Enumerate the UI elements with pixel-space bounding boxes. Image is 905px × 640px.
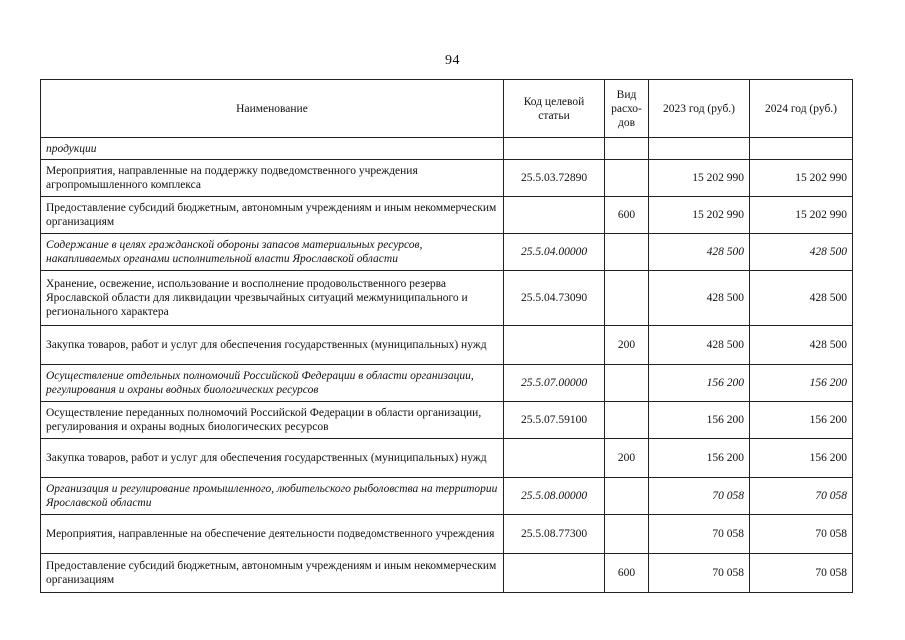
- row-name: Хранение, освежение, использование и восполнение продовольственного резерва Ярославской области для ликвидации чрезвычайных ситуаций межмуниципального и регионального характера: [41, 271, 504, 326]
- table-row: [41, 234, 853, 271]
- row-amount-2024: [750, 138, 853, 160]
- row-code: 25.5.04.73090: [504, 271, 605, 326]
- table-row: [41, 439, 853, 478]
- row-amount-2024: 428 500: [750, 271, 853, 326]
- row-amount-2024: 70 058: [750, 478, 853, 515]
- row-code: 25.5.08.77300: [504, 515, 605, 554]
- row-name: Содержание в целях гражданской обороны запасов материальных ресурсов, накапливаемых органами исполнительной власти Ярославской области: [41, 234, 504, 271]
- row-code: 25.5.07.59100: [504, 402, 605, 439]
- row-code: 25.5.03.72890: [504, 160, 605, 197]
- page-number: 94: [445, 53, 460, 68]
- row-name: Предоставление субсидий бюджетным, автономным учреждениям и иным некоммерческим организациям: [41, 554, 504, 593]
- row-kind: [605, 365, 649, 402]
- row-code: 25.5.07.00000: [504, 365, 605, 402]
- row-amount-2023: 70 058: [649, 478, 750, 515]
- row-amount-2024: 428 500: [750, 234, 853, 271]
- row-name: Осуществление отдельных полномочий Российской Федерации в области организации, регулирования и охраны водных биологических ресурсов: [41, 365, 504, 402]
- row-code: [504, 326, 605, 365]
- header-row: [41, 80, 853, 138]
- table-row: [41, 160, 853, 197]
- row-amount-2024: 156 200: [750, 365, 853, 402]
- row-code: 25.5.08.00000: [504, 478, 605, 515]
- table-row: [41, 197, 853, 234]
- row-code: [504, 554, 605, 593]
- row-amount-2023: 15 202 990: [649, 197, 750, 234]
- row-kind: [605, 402, 649, 439]
- row-kind: 200: [605, 326, 649, 365]
- row-name: Организация и регулирование промышленного, любительского рыболовства на территории Ярославской области: [41, 478, 504, 515]
- row-amount-2024: 428 500: [750, 326, 853, 365]
- table-row: [41, 515, 853, 554]
- row-code: [504, 197, 605, 234]
- row-amount-2024: 156 200: [750, 402, 853, 439]
- table-row: [41, 554, 853, 593]
- row-kind: [605, 515, 649, 554]
- table-row: [41, 326, 853, 365]
- row-amount-2024: 70 058: [750, 515, 853, 554]
- row-name: Закупка товаров, работ и услуг для обеспечения государственных (муниципальных) нужд: [41, 326, 504, 365]
- row-amount-2023: [649, 138, 750, 160]
- row-amount-2023: 428 500: [649, 271, 750, 326]
- row-name: Мероприятия, направленные на поддержку подведомственного учреждения агропромышленного комплекса: [41, 160, 504, 197]
- row-name: Осуществление переданных полномочий Российской Федерации в области организации, регулирования и охраны водных биологических ресурсов: [41, 402, 504, 439]
- header-kind: Вид расхо-дов: [605, 80, 649, 138]
- header-2024: 2024 год (руб.): [750, 80, 853, 138]
- table-body: [41, 138, 853, 593]
- table-row: [41, 271, 853, 326]
- row-code: [504, 439, 605, 478]
- row-amount-2023: 70 058: [649, 515, 750, 554]
- row-kind: [605, 478, 649, 515]
- table-row: [41, 478, 853, 515]
- row-amount-2024: 156 200: [750, 439, 853, 478]
- row-kind: [605, 234, 649, 271]
- row-amount-2023: 70 058: [649, 554, 750, 593]
- row-code: [504, 138, 605, 160]
- row-amount-2024: 15 202 990: [750, 197, 853, 234]
- row-amount-2023: 428 500: [649, 326, 750, 365]
- row-amount-2024: 15 202 990: [750, 160, 853, 197]
- row-kind: [605, 138, 649, 160]
- header-name: Наименование: [41, 80, 504, 138]
- row-name: Закупка товаров, работ и услуг для обеспечения государственных (муниципальных) нужд: [41, 439, 504, 478]
- row-amount-2023: 156 200: [649, 402, 750, 439]
- table-row: [41, 365, 853, 402]
- row-kind: [605, 160, 649, 197]
- row-amount-2024: 70 058: [750, 554, 853, 593]
- row-amount-2023: 156 200: [649, 365, 750, 402]
- budget-table: [40, 79, 853, 593]
- row-name: Предоставление субсидий бюджетным, автономным учреждениям и иным некоммерческим организациям: [41, 197, 504, 234]
- header-code: Код целевой статьи: [504, 80, 605, 138]
- row-kind: [605, 271, 649, 326]
- row-amount-2023: 428 500: [649, 234, 750, 271]
- row-kind: 200: [605, 439, 649, 478]
- row-kind: 600: [605, 197, 649, 234]
- header-2023: 2023 год (руб.): [649, 80, 750, 138]
- table-row: [41, 138, 853, 160]
- table-row: [41, 402, 853, 439]
- row-amount-2023: 15 202 990: [649, 160, 750, 197]
- row-name: Мероприятия, направленные на обеспечение деятельности подведомственного учреждения: [41, 515, 504, 554]
- row-amount-2023: 156 200: [649, 439, 750, 478]
- row-name: продукции: [41, 138, 504, 160]
- row-kind: 600: [605, 554, 649, 593]
- row-code: 25.5.04.00000: [504, 234, 605, 271]
